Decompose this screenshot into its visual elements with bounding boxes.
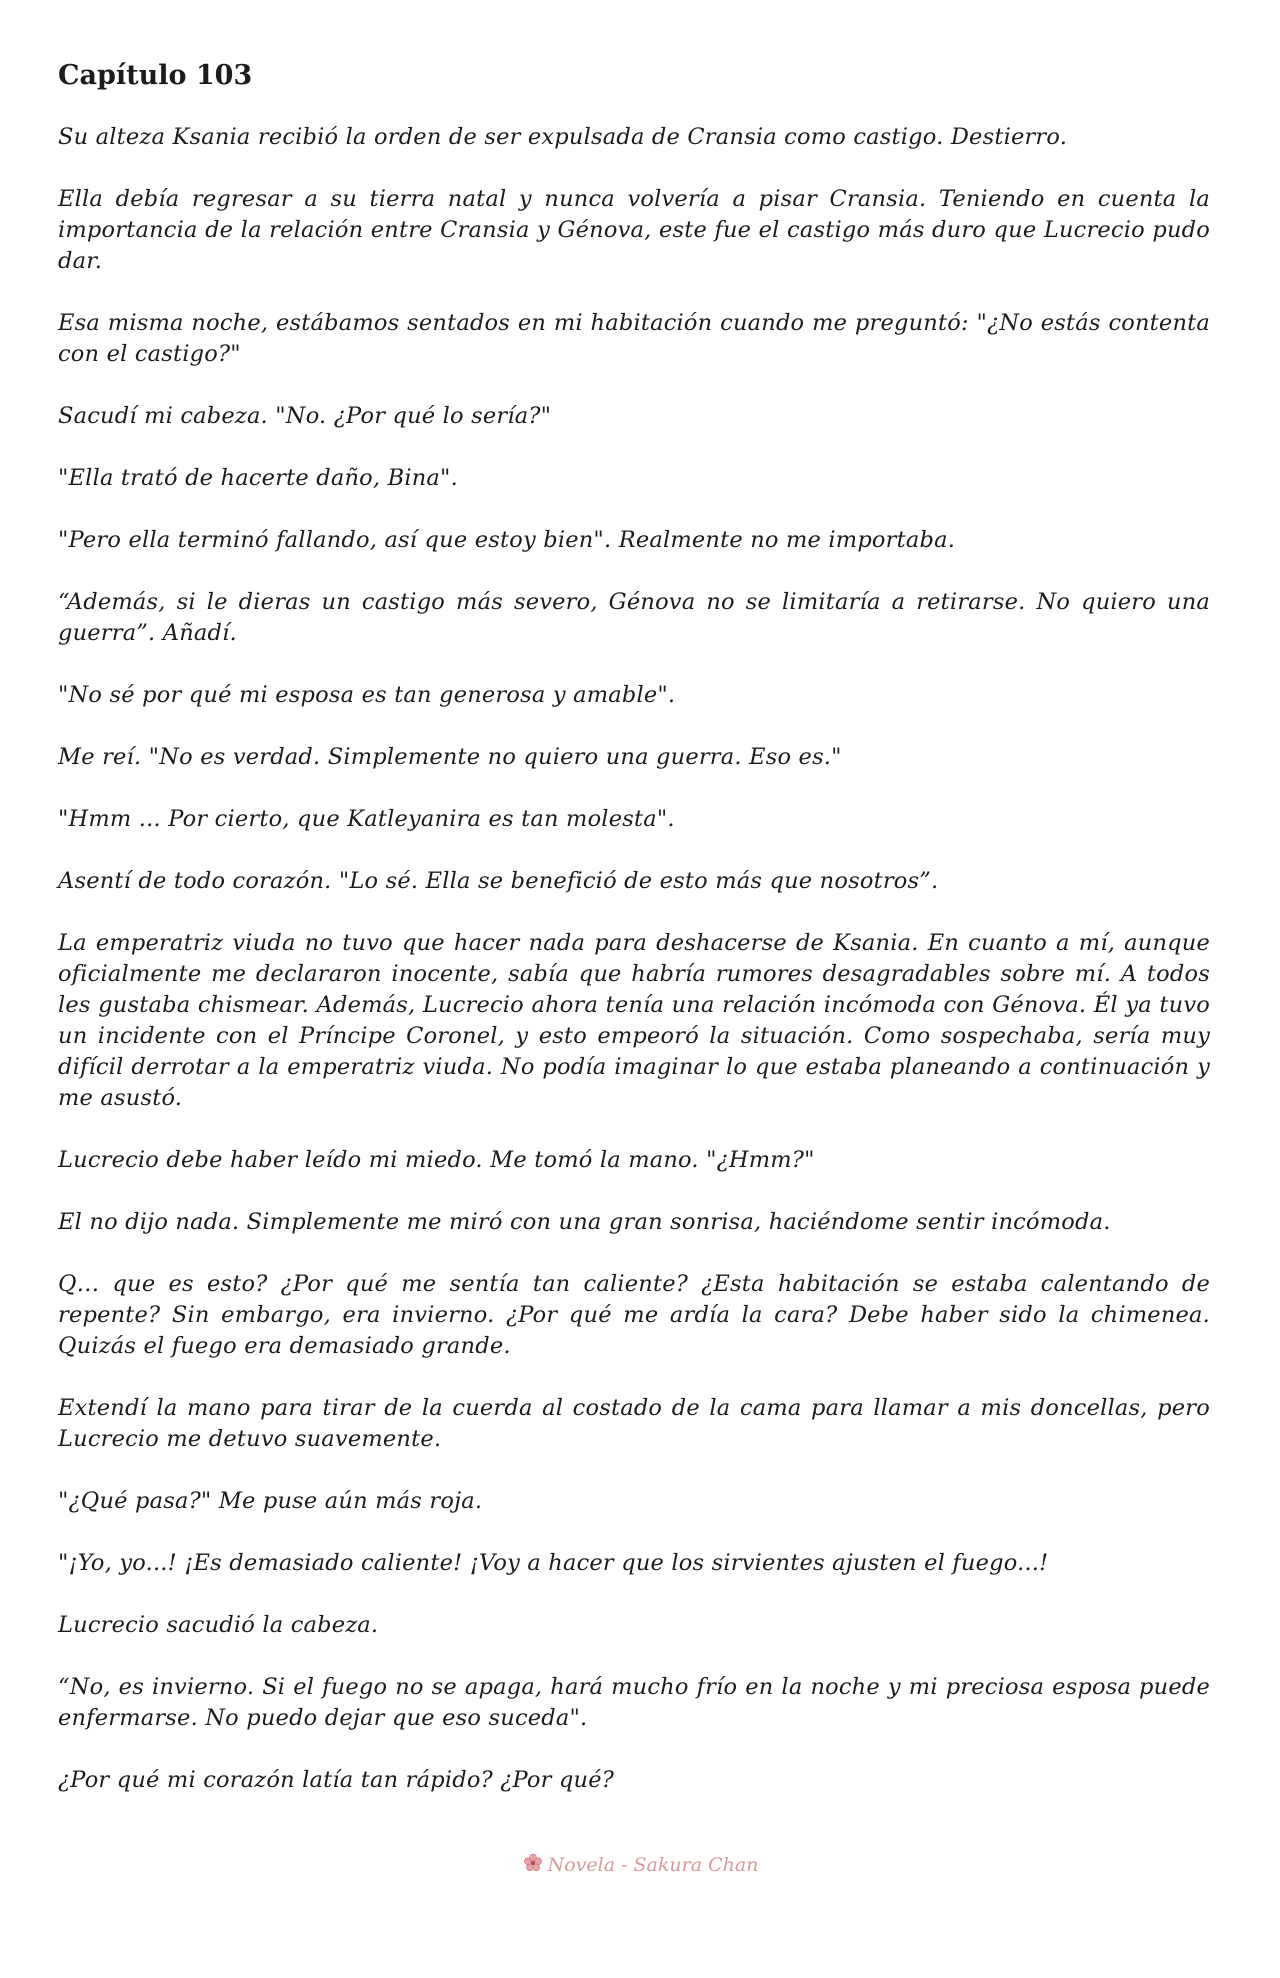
paragraph: Extendí la mano para tirar de la cuerda al costado de la cama para llamar a mis doncellas, pero Lucrecio me detuvo suavemente.	[58, 1395, 1210, 1452]
paragraph: Sacudí mi cabeza. "No. ¿Por qué lo sería?"	[58, 403, 552, 429]
paragraph: “Además, si le dieras un castigo más severo, Génova no se limitaría a retirarse. No quiero una guerra”. Añadí.	[58, 589, 1210, 646]
footer-watermark	[0, 1852, 1280, 1876]
paragraph: Lucrecio debe haber leído mi miedo. Me tomó la mano. "¿Hmm?"	[58, 1147, 815, 1173]
paragraph: "Ella trató de hacerte daño, Bina".	[58, 465, 458, 491]
chapter-body	[58, 122, 1210, 1796]
paragraph: ¿Por qué mi corazón latía tan rápido? ¿Por qué?	[58, 1767, 615, 1793]
paragraph: "Pero ella terminó fallando, así que estoy bien". Realmente no me importaba.	[58, 527, 956, 553]
paragraph: El no dijo nada. Simplemente me miró con una gran sonrisa, haciéndome sentir incómoda.	[58, 1209, 1111, 1235]
paragraph: "¡Yo, yo...! ¡Es demasiado caliente! ¡Voy a hacer que los sirvientes ajusten el fuego...!	[58, 1550, 1049, 1576]
chapter-page	[58, 56, 1210, 1827]
sakura-flower-icon	[522, 1852, 544, 1874]
paragraph: "No sé por qué mi esposa es tan generosa y amable".	[58, 682, 676, 708]
paragraph: Asentí de todo corazón. "Lo sé. Ella se benefició de esto más que nosotros”.	[58, 868, 939, 894]
paragraph: Me reí. "No es verdad. Simplemente no quiero una guerra. Eso es."	[58, 744, 842, 770]
paragraph: Ella debía regresar a su tierra natal y nunca volvería a pisar Cransia. Teniendo en cuenta la importancia de la relación entre Cransia y Génova, este fue el castigo más duro que Lucrecio pudo dar.	[58, 186, 1210, 274]
paragraph: Q… que es esto? ¿Por qué me sentía tan caliente? ¿Esta habitación se estaba calentando de repente? Sin embargo, era invierno. ¿Por qué me ardía la cara? Debe haber sido la chimenea. Quizás el fuego era demasiado grande.	[58, 1271, 1210, 1359]
paragraph: Lucrecio sacudió la cabeza.	[58, 1612, 379, 1638]
paragraph: “No, es invierno. Si el fuego no se apaga, hará mucho frío en la noche y mi preciosa esposa puede enfermarse. No puedo dejar que eso suceda".	[58, 1674, 1210, 1731]
paragraph: Su alteza Ksania recibió la orden de ser expulsada de Cransia como castigo. Destierro.	[58, 124, 1068, 150]
footer-text: Novela - Sakura Chan	[547, 1854, 759, 1876]
paragraph: "¿Qué pasa?" Me puse aún más roja.	[58, 1488, 483, 1514]
chapter-title: Capítulo 103	[58, 60, 253, 91]
paragraph: "Hmm ... Por cierto, que Katleyanira es tan molesta".	[58, 806, 675, 832]
paragraph: Esa misma noche, estábamos sentados en mi habitación cuando me preguntó: "¿No estás contenta con el castigo?"	[58, 310, 1210, 367]
paragraph: La emperatriz viuda no tuvo que hacer nada para deshacerse de Ksania. En cuanto a mí, aunque oficialmente me declararon inocente, sabía que habría rumores desagradables sobre mí. A todos les gustaba chismear. Además, Lucrecio ahora tenía una relación incómoda con Génova. Él ya tuvo un incidente con el Príncipe Coronel, y esto empeoró la situación. Como sospechaba, sería muy difícil derrotar a la emperatriz viuda. No podía imaginar lo que estaba planeando a continuación y me asustó.	[58, 930, 1210, 1111]
